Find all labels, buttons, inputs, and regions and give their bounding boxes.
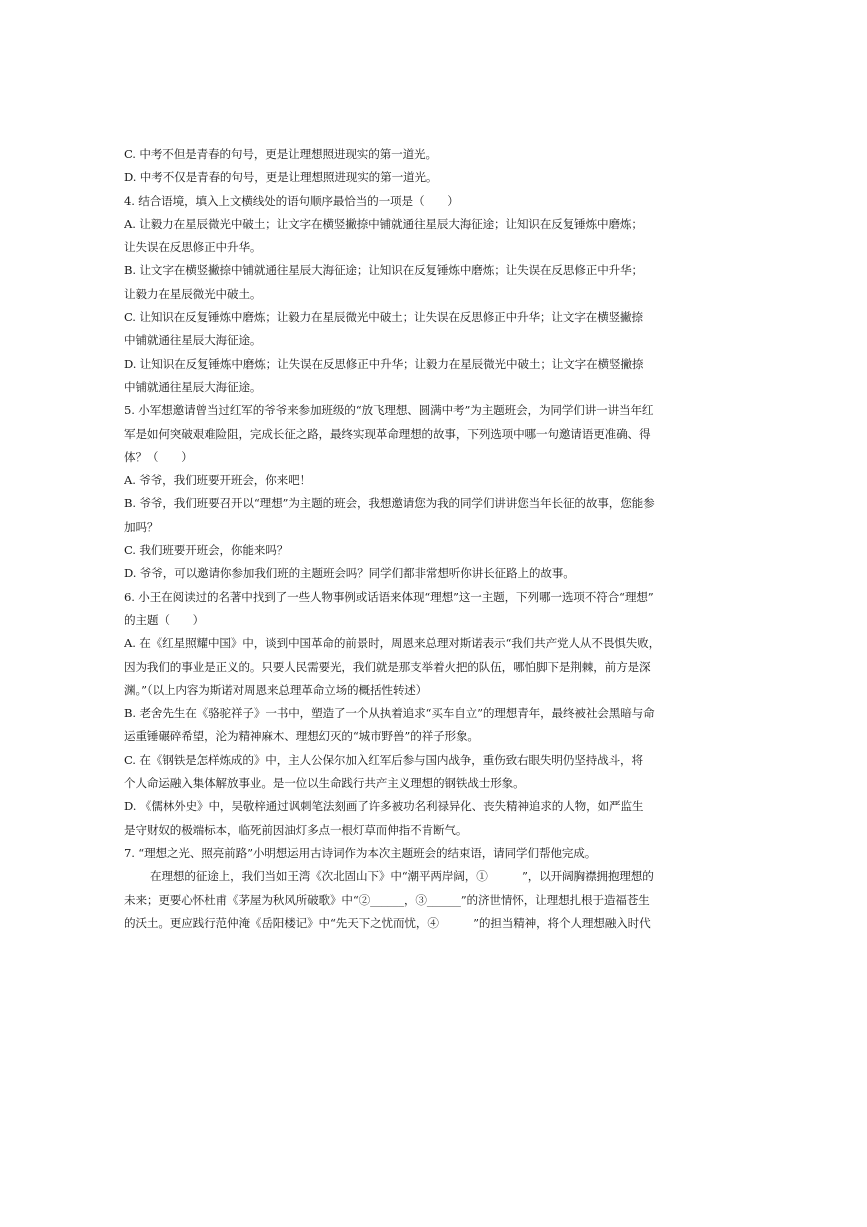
option-line: 是守财奴的极端标本，临死前因油灯多点一根灯草而伸指不肯断气。 [124, 822, 468, 837]
question-6: 的主题（ ） [124, 612, 205, 627]
option-line: B. 老舍先生在《骆驼祥子》一书中，塑造了一个从执着追求“买车自立”的理想青年，最终被社会黑暗与命 [124, 706, 655, 721]
option-line: 让毅力在星辰微光中破土。 [124, 286, 262, 301]
option-line: 中铺就通往星辰大海征途。 [124, 379, 262, 394]
option-line: 个人命运融入集体解放事业。是一位以生命践行共产主义理想的钢铁战士形象。 [124, 776, 525, 791]
option-line: D. 爷爷，可以邀请你参加我们班的主题班会吗？同学们都非常想听你讲长征路上的故事。 [124, 566, 575, 581]
fill-in-paragraph-line: 未来；更要心怀杜甫《茅屋为秋风所破歌》中“②______，③______”的济世情怀，让理想扎根于造福苍生 [124, 892, 650, 907]
option-line: C. 中考不但是青春的句号，更是让理想照进现实的第一道光。 [124, 147, 437, 161]
fill-in-paragraph-line: 的沃土。更应践行范仲淹《岳阳楼记》中“先天下之忧而忧，④ ”的担当精神，将个人理想融入时代 [124, 915, 651, 930]
option-line: C. 在《钢铁是怎样炼成的》中，主人公保尔加入红军后参与国内战争，重伤致右眼失明仍坚持战斗，将 [124, 752, 643, 767]
question-6: 6. 小王在阅读过的名著中找到了一些人物事例或话语来体现“理想”这一主题，下列哪一选项不符合“理想” [124, 589, 654, 604]
option-line: 运重锤碾碎希望，沦为精神麻木、理想幻灭的“城市野兽”的祥子形象。 [124, 729, 479, 744]
option-line: 渊。”（以上内容为斯诺对周恩来总理革命立场的概括性转述） [124, 682, 428, 697]
option-line: B. 爷爷，我们班要召开以“理想”为主题的班会，我想邀请您为我的同学们讲讲您当年长征的故事，您能参 [124, 496, 655, 511]
option-line: A. 爷爷，我们班要开班会，你来吧！ [124, 473, 311, 488]
option-line: 中铺就通往星辰大海征途。 [124, 333, 262, 348]
option-line: A. 让毅力在星辰微光中破土；让文字在横竖撇捺中铺就通往星辰大海征途；让知识在反复锤炼中磨炼； [124, 216, 643, 231]
option-line: C. 让知识在反复锤炼中磨炼；让毅力在星辰微光中破土；让失误在反思修正中升华；让文字在横竖撇捺 [124, 310, 643, 325]
fill-in-paragraph-line: 在理想的征途上，我们当如王湾《次北固山下》中“潮平两岸阔，① ”，以开阔胸襟拥抱理想的 [150, 869, 654, 884]
question-4: 4. 结合语境，填入上文横线处的语句顺序最恰当的一项是（ ） [124, 193, 459, 208]
document-body [124, 143, 720, 935]
question-7: 7. “理想之光、照亮前路”小明想运用古诗词作为本次主题班会的结束语，请同学们帮他完成。 [124, 845, 597, 860]
option-line: B. 让文字在横竖撇捺中铺就通往星辰大海征途；让知识在反复锤炼中磨炼；让失误在反思修正中升华； [124, 263, 643, 278]
option-line: 因为我们的事业是正义的。只要人民需要光，我们就是那支举着火把的队伍，哪怕脚下是荆棘，前方是深 [124, 659, 651, 674]
option-line: 让失误在反思修正中升华。 [124, 240, 262, 255]
option-line: C. 我们班要开班会，你能来吗？ [124, 543, 289, 558]
question-5: 军是如何突破艰难险阻，完成长征之路，最终实现革命理想的故事，下列选项中哪一句邀请语更准确、得 [124, 426, 651, 441]
question-5: 体？（ ） [124, 449, 193, 464]
option-line: D. 《儒林外史》中，吴敬梓通过讽刺笔法刻画了许多被功名利禄异化、丧失精神追求的人物，如严监生 [124, 799, 644, 814]
option-line: D. 中考不仅是青春的句号，更是让理想照进现实的第一道光。 [124, 170, 438, 185]
option-line: 加吗？ [124, 519, 159, 534]
option-line: A. 在《红星照耀中国》中，谈到中国革命的前景时，周恩来总理对斯诺表示“我们共产党人从不畏惧失败， [124, 636, 661, 651]
option-line: D. 让知识在反复锤炼中磨炼；让失误在反思修正中升华；让毅力在星辰微光中破土；让文字在横竖撇捺 [124, 356, 644, 371]
question-5: 5. 小军想邀请曾当过红军的爷爷来参加班级的“放飞理想、圆满中考”为主题班会，为同学们讲一讲当年红 [124, 403, 654, 418]
